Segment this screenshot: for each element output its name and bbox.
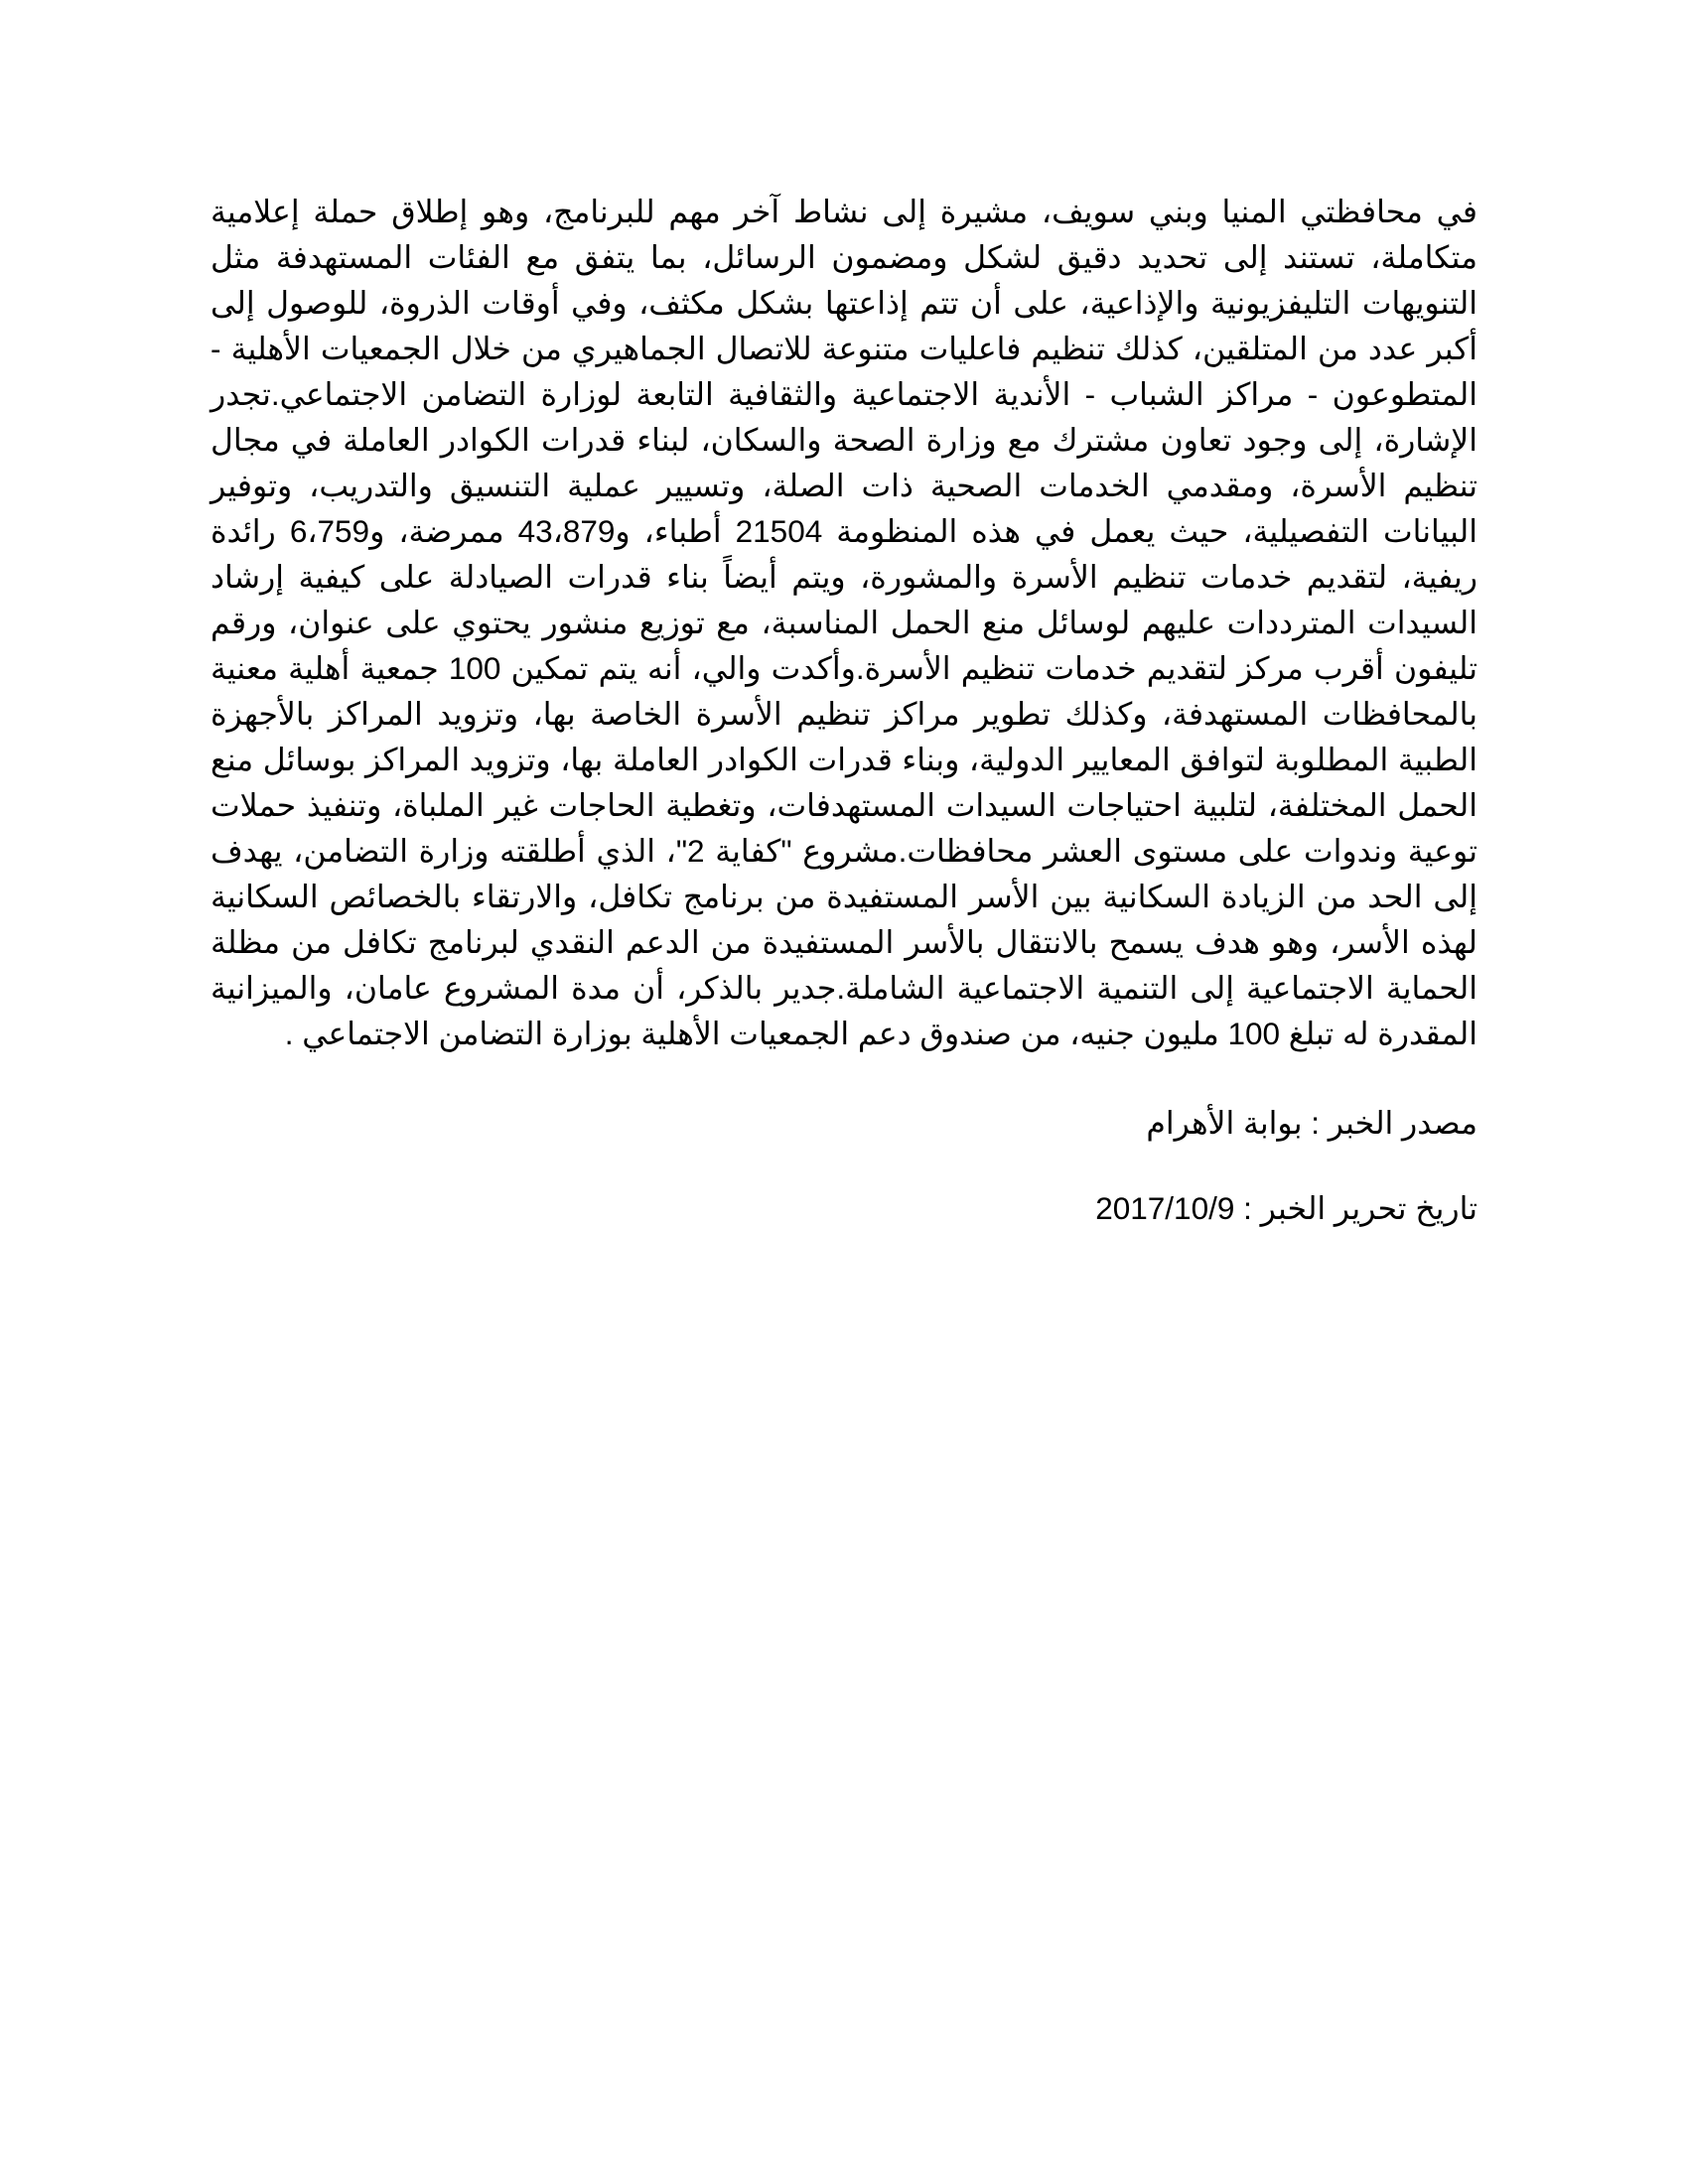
article-text-block <box>211 189 1477 1231</box>
news-source-line: مصدر الخبر : بوابة الأهرام <box>1146 1105 1477 1141</box>
news-date-line: تاريخ تحرير الخبر : 2017/10/9 <box>1095 1190 1477 1226</box>
article-body-paragraph: في محافظتي المنيا وبني سويف، مشيرة إلى نشاط آخر مهم للبرنامج، وهو إطلاق حملة إعلامية متكاملة، تستند إلى تحديد دقيق لشكل ومضمون الرسائل، بما يتفق مع الفئات المستهدفة مثل التنويهات التليفزيونية والإذاعية، على أن تتم إذاعتها بشكل مكثف، وفي أوقات الذروة، للوصول إلى أكبر عدد من المتلقين، كذلك تنظيم فاعليات متنوعة للاتصال الجماهيري من خلال الجمعيات الأهلية - المتطوعون - مراكز الشباب - الأندية الاجتماعية والثقافية التابعة لوزارة التضامن الاجتماعي.تجدر الإشارة، إلى وجود تعاون مشترك مع وزارة الصحة والسكان، لبناء قدرات الكوادر العاملة في مجال تنظيم الأسرة، ومقدمي الخدمات الصحية ذات الصلة، وتسيير عملية التنسيق والتدريب، وتوفير البيانات التفصيلية، حيث يعمل في هذه المنظومة 21504 أطباء، و43،879 ممرضة، و6،759 رائدة ريفية، لتقديم خدمات تنظيم الأسرة والمشورة، ويتم أيضاً بناء قدرات الصيادلة على كيفية إرشاد السيدات المترددات عليهم لوسائل منع الحمل المناسبة، مع توزيع منشور يحتوي على عنوان، ورقم تليفون أقرب مركز لتقديم خدمات تنظيم الأسرة.وأكدت والي، أنه يتم تمكين 100 جمعية أهلية معنية بالمحافظات المستهدفة، وكذلك تطوير مراكز تنظيم الأسرة الخاصة بها، وتزويد المراكز بالأجهزة الطبية المطلوبة لتوافق المعايير الدولية، وبناء قدرات الكوادر العاملة بها، وتزويد المراكز بوسائل منع الحمل المختلفة، لتلبية احتياجات السيدات المستهدفات، وتغطية الحاجات غير الملباة، وتنفيذ حملات توعية وندوات على مستوى العشر محافظات.مشروع "كفاية 2"، الذي أطلقته وزارة التضامن، يهدف إلى الحد من الزيادة السكانية بين الأسر المستفيدة من برنامج تكافل، والارتقاء بالخصائص السكانية لهذه الأسر، وهو هدف يسمح بالانتقال بالأسر المستفيدة من الدعم النقدي لبرنامج تكافل من مظلة الحماية الاجتماعية إلى التنمية الاجتماعية الشاملة.جدير بالذكر، أن مدة المشروع عامان، والميزانية المقدرة له تبلغ 100 مليون جنيه، من صندوق دعم الجمعيات الأهلية بوزارة التضامن الاجتماعي . <box>211 194 1477 1051</box>
